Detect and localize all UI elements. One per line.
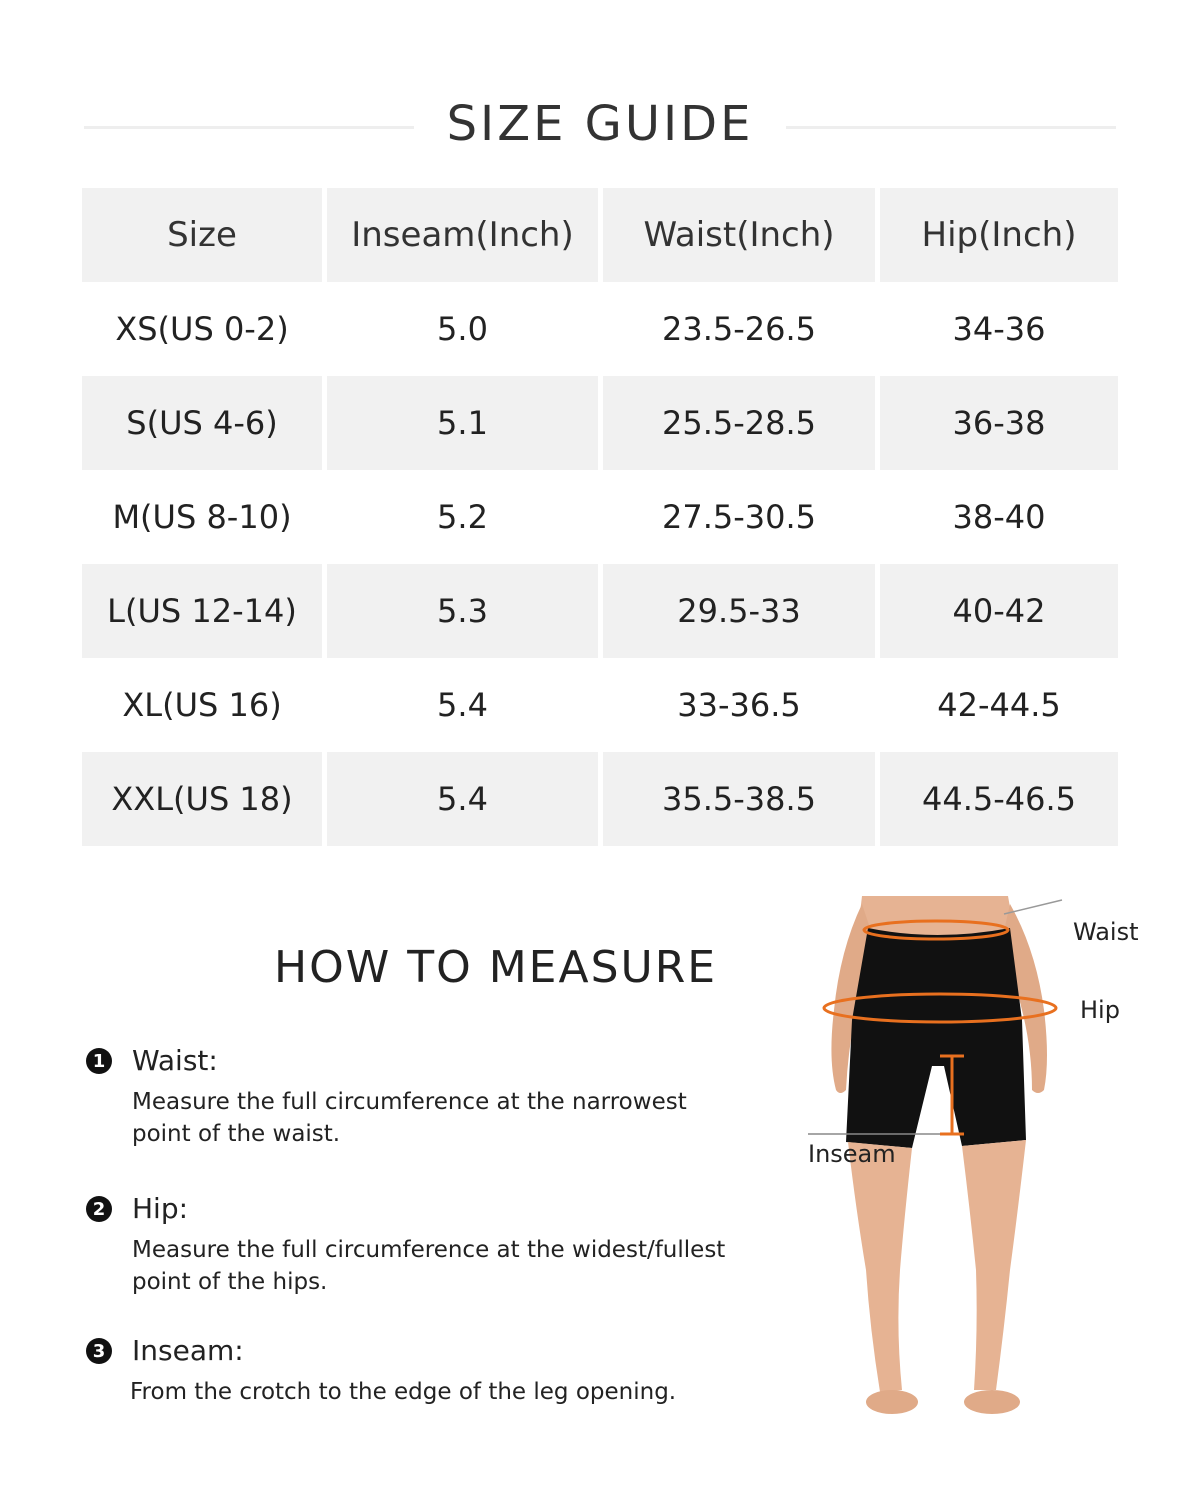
hip-cell: 34-36 (952, 310, 1046, 348)
size-cell: M(US 8-10) (112, 498, 292, 536)
table-row (82, 282, 1118, 376)
waist-cell: 25.5-28.5 (603, 376, 875, 470)
waist-label: Waist (1073, 918, 1139, 946)
hip-cell: 38-40 (952, 498, 1046, 536)
table-row (82, 752, 1118, 846)
waist-pointer-line (1004, 900, 1062, 914)
waist-cell: 23.5-26.5 (661, 310, 817, 348)
header-waist: Waist(Inch) (603, 188, 875, 282)
model-illustration (800, 890, 1200, 1450)
table-row (82, 658, 1118, 752)
model-figure (800, 890, 1200, 1450)
inseam-cell: 5.0 (437, 310, 488, 348)
size-cell: L(US 12-14) (82, 564, 322, 658)
size-cell: S(US 4-6) (82, 376, 322, 470)
hip-cell: 40-42 (880, 564, 1118, 658)
step-description: Measure the full circumference at the narrowest point of the waist. (132, 1089, 687, 1147)
inseam-cell: 5.2 (437, 498, 488, 536)
hip-label: Hip (1080, 996, 1120, 1024)
step-number-badge: 3 (86, 1338, 112, 1364)
hip-cell: 42-44.5 (937, 686, 1061, 724)
table-row (82, 564, 1118, 658)
header-hip: Hip(Inch) (880, 188, 1118, 282)
header-size: Size (82, 188, 322, 282)
hip-cell: 36-38 (880, 376, 1118, 470)
left-leg (848, 1142, 912, 1392)
shorts (846, 928, 1026, 1148)
size-cell: XL(US 16) (122, 686, 282, 724)
inseam-cell: 5.3 (327, 564, 598, 658)
inseam-cell: 5.4 (437, 686, 488, 724)
step-label: Inseam: (132, 1334, 244, 1367)
right-foot (964, 1390, 1020, 1414)
hip-cell: 44.5-46.5 (880, 752, 1118, 846)
inseam-cell: 5.1 (327, 376, 598, 470)
inseam-label: Inseam (808, 1140, 896, 1168)
how-to-measure-title: HOW TO MEASURE (274, 942, 718, 993)
table-header-row (82, 188, 1118, 282)
right-leg (962, 1140, 1026, 1390)
waist-cell: 27.5-30.5 (661, 498, 817, 536)
waist-cell: 29.5-33 (603, 564, 875, 658)
step-description: Measure the full circumference at the widest/fullest point of the hips. (132, 1237, 726, 1295)
table-row (82, 376, 1118, 470)
size-cell: XXL(US 18) (82, 752, 322, 846)
step-number-badge: 2 (86, 1196, 112, 1222)
step-label: Hip: (132, 1192, 189, 1225)
left-foot (866, 1390, 918, 1414)
step-label: Waist: (132, 1044, 218, 1077)
waist-cell: 35.5-38.5 (603, 752, 875, 846)
page-title: SIZE GUIDE (446, 96, 754, 152)
inseam-cell: 5.4 (327, 752, 598, 846)
size-cell: XS(US 0-2) (115, 310, 289, 348)
size-table (82, 188, 1118, 846)
waist-cell: 33-36.5 (677, 686, 801, 724)
step-number-badge: 1 (86, 1048, 112, 1074)
table-row (82, 470, 1118, 564)
header-inseam: Inseam(Inch) (327, 188, 598, 282)
step-description: From the crotch to the edge of the leg opening. (130, 1379, 677, 1405)
